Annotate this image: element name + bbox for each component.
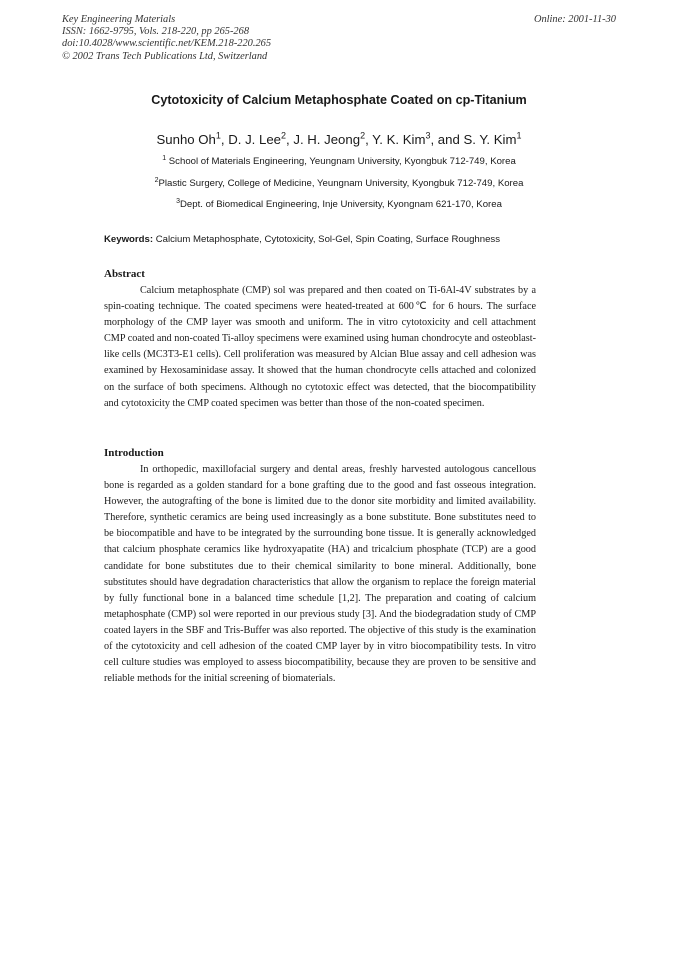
- introduction-heading: Introduction: [104, 447, 164, 459]
- journal-header: [62, 14, 271, 63]
- journal-name: Key Engineering Materials: [62, 14, 176, 25]
- affiliation-1: $^1$ School of Materials Engineering, Yeungnam University, Kyongbuk 712-749, Korea: [162, 155, 516, 168]
- abstract-body: Calcium metaphosphate (CMP) sol was prepared and then coated on Ti-6Al-4V substrates by a spin-coating technique. The coated specimens were heated-treated at 600℃ for 6 hours. The surface morphology of the CMP layer was smooth and uniform. The in vitro cytotoxicity and cell attachment CMP coated and non-coated Ti-alloy specimens were examined using human chondrocyte and osteoblast-like cells (MC3T3-E1 cells). Cell proliferation was measured by Alcian Blue assay and cell adhesion was examined by Hexosaminidase assay. It showed that the human chondrocyte cells attached and colonized on the surface of both specimens. Although no cytotoxic effect was detected, that the biocompatibility and cytotoxicity the CMP coated specimen was better than those of the non-coated specimen.: [104, 285, 536, 409]
- affiliation-3: $^3$Dept. of Biomedical Engineering, Inje University, Kyongnam 621-170, Korea: [176, 198, 502, 211]
- author: S. Y. Kim$^1$: [463, 131, 522, 148]
- keywords-text: Calcium Metaphosphate, Cytotoxicity, Sol-Gel, Spin Coating, Surface Roughness: [155, 234, 501, 245]
- author: J. H. Jeong$^2$,: [293, 131, 373, 148]
- keywords-label: Keywords:: [104, 234, 154, 245]
- introduction-body: In orthopedic, maxillofacial surgery and dental areas, freshly harvested autologous cancellous bone is regarded as a golden standard for a bone grafting due to the good and fast osseous integration. However, the autografting of the bone is limited due to the donor site morbidity and limited availability. Therefore, synthetic ceramics are being used increasingly as a bone substitute. Bone substitutes need to be biocompatible and have to be integrated by the surrounding bone tissue. It is generally acknowledged that calcium phosphate ceramics like hydroxyapatite (HA) and tricalcium phosphate (TCP) are a good candidate for bone substitutes due to their chemical similarity to bone mineral. Additionally, bone substitutes should have degradation characteristics that allow the organism to replace the foreign material by fully functional bone in a balanced time schedule [1,2]. The preparation and coating of calcium metaphosphate (CMP) sol were reported in our previous study [3]. And the biodegradation study of CMP coated layers in the SBF and Tris-Buffer was also reported. The objective of this study is the examination of the cytotoxicity and cell adhesion of the coated CMP layer by in vitro biocompatibility tests. In vitro cell culture studies was employed to assess biocompatibility, because they are proven to be sensitive and reliable methods for the initial screening of biomaterials.: [104, 464, 536, 685]
- affiliation-2: $^2$Plastic Surgery, College of Medicine, Yeungnam University, Kyongbuk 712-749, Korea: [154, 177, 524, 190]
- journal-issn: ISSN: 1662-9795, Vols. 218-220, pp 265-268: [62, 26, 250, 38]
- keywords-line: [104, 234, 500, 245]
- paper-title: Cytotoxicity of Calcium Metaphosphate Coated on cp-Titanium: [151, 93, 527, 107]
- abstract-heading: Abstract: [104, 268, 145, 280]
- journal-doi: doi:10.4028/www.scientific.net/KEM.218-220.265: [62, 38, 272, 50]
- journal-copyright: © 2002 Trans Tech Publications Ltd, Switzerland: [62, 50, 268, 62]
- author: Sunho Oh$^1$,: [156, 131, 229, 148]
- online-date: Online: 2001-11-30: [533, 14, 616, 25]
- author: D. J. Lee$^2$,: [228, 131, 294, 148]
- author-list: [0, 131, 678, 147]
- author: Y. K. Kim$^3$, and: [372, 131, 464, 148]
